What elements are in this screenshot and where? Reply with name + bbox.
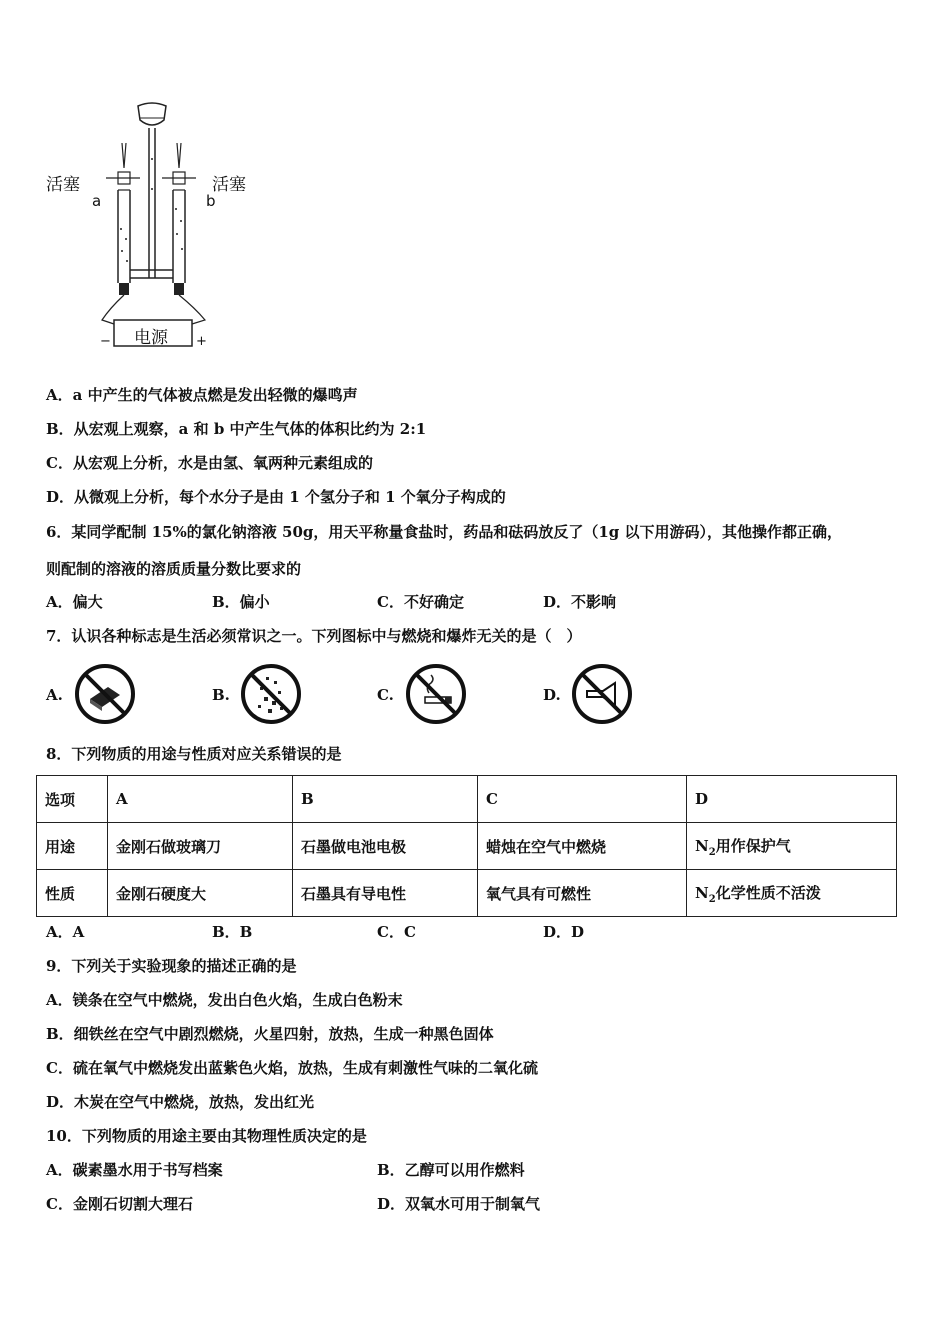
no-smoking-sign-icon [405,663,467,725]
q8-property-table [36,775,897,917]
electrolysis-apparatus-diagram [40,98,270,354]
no-honking-sign-icon [571,663,633,725]
table-cell: 用途 [37,823,108,870]
table-cell: 石墨做电池电极 [293,823,478,870]
q9-option-d: D．木炭在空气中燃烧，放热，发出红光 [46,1093,315,1111]
left-valve-label: 活塞 [46,175,80,195]
q9-option-b: B．细铁丝在空气中剧烈燃烧，火星四射，放热，生成一种黑色固体 [46,1025,494,1043]
q5-option-c: C．从宏观上分析，水是由氢、氧两种元素组成的 [46,454,373,472]
table-cell: 氧气具有可燃性 [478,870,687,917]
table-row-use [37,823,897,870]
tube-a-label: a [92,192,102,210]
electrolysis-drawing [40,98,270,354]
no-fireworks-sign-icon [240,663,302,725]
q5-option-d: D．从微观上分析，每个水分子是由 1 个氢分子和 1 个氧分子构成的 [46,488,506,506]
q7-stem: 7．认识各种标志是生活必须常识之一。下列图标中与燃烧和爆炸无关的是（ ） [46,627,582,645]
q9-option-c: C．硫在氧气中燃烧发出蓝紫色火焰，放热，生成有刺激性气味的二氧化硫 [46,1059,538,1077]
q9-option-a: A．镁条在空气中燃烧，发出白色火焰，生成白色粉末 [46,991,403,1009]
q5-option-b: B．从宏观上观察，a 和 b 中产生气体的体积比约为 2:1 [46,420,427,438]
q10-option-b: B．乙醇可以用作燃料 [377,1161,525,1179]
q10-stem: 10．下列物质的用途主要由其物理性质决定的是 [46,1127,367,1145]
table-cell: A [108,776,293,823]
table-cell: 石墨具有导电性 [293,870,478,917]
q8-option-b: B．B [212,923,253,941]
plus-terminal-label: + [196,334,207,349]
n2-symbol: N [695,836,709,855]
table-cell: 金刚石做玻璃刀 [108,823,293,870]
table-cell: B [293,776,478,823]
table-cell: 选项 [37,776,108,823]
table-cell: 金刚石硬度大 [108,870,293,917]
q6-stem-line2: 则配制的溶液的溶质质量分数比要求的 [46,560,302,578]
minus-terminal-label: − [100,334,111,349]
q10-option-d: D．双氧水可用于制氧气 [377,1195,541,1213]
q6-option-c: C．不好确定 [377,593,464,611]
q8-option-d: D．D [543,923,585,941]
q8-option-a: A．A [46,923,85,941]
q8-option-c: C．C [377,923,416,941]
table-cell: D [687,776,897,823]
q6-option-a: A．偏大 [46,593,103,611]
q6-option-b: B．偏小 [212,593,270,611]
table-cell [687,870,897,917]
table-cell-text: 用作保护气 [715,836,791,855]
q8-stem: 8．下列物质的用途与性质对应关系错误的是 [46,745,342,763]
q7-label-a: A. [46,686,63,704]
table-row-property [37,870,897,917]
q7-label-b: B. [212,686,230,704]
q6-option-d: D．不影响 [543,593,617,611]
table-cell [687,823,897,870]
q7-label-c: C. [377,686,394,704]
right-valve-label: 活塞 [212,175,246,195]
q7-label-d: D. [543,686,561,704]
q10-option-a: A．碳素墨水用于书写档案 [46,1161,223,1179]
no-explosives-sign-icon [74,663,136,725]
q5-option-a: A．a 中产生的气体被点燃是发出轻微的爆鸣声 [46,386,358,404]
tube-b-label: b [206,192,216,210]
table-cell: 蜡烛在空气中燃烧 [478,823,687,870]
n2-symbol: N [695,883,709,902]
table-cell-text: 化学性质不活泼 [715,883,821,902]
power-supply-label: 电源 [134,328,168,348]
table-header-row [37,776,897,823]
n2-subscript: 2 [708,846,716,858]
q9-stem: 9．下列关于实验现象的描述正确的是 [46,957,297,975]
table-cell: 性质 [37,870,108,917]
n2-subscript: 2 [708,893,716,905]
q6-stem-line1: 6．某同学配制 15%的氯化钠溶液 50g，用天平称量食盐时，药品和砝码放反了（1g 以下用游码），其他操作都正确， [46,523,843,541]
table-cell: C [478,776,687,823]
q10-option-c: C．金刚石切割大理石 [46,1195,193,1213]
